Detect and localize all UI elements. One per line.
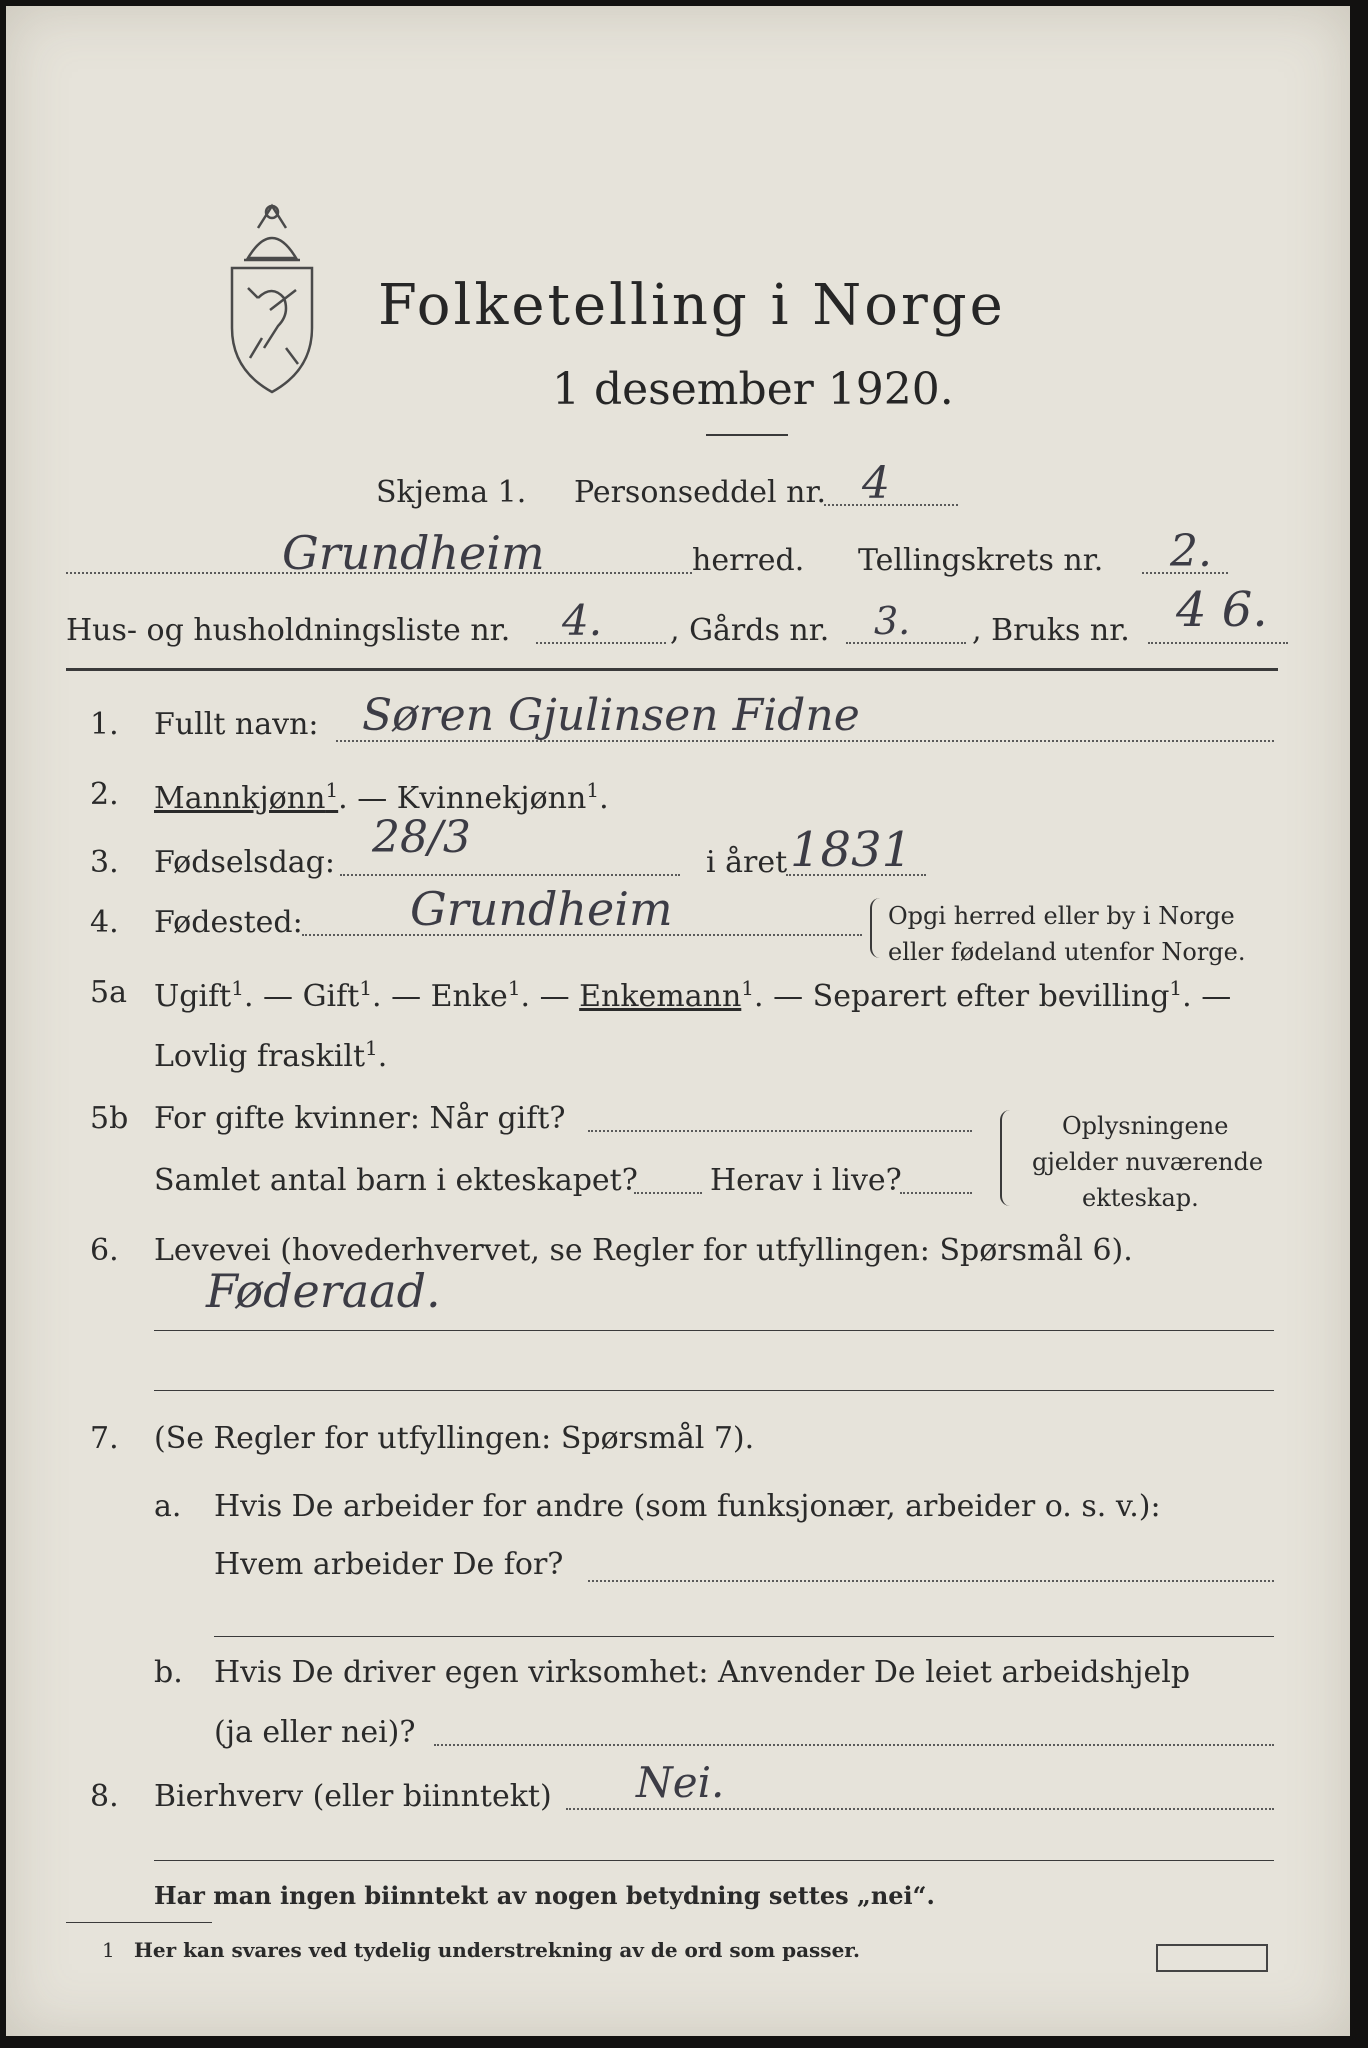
q5b-number: 5b xyxy=(90,1101,129,1136)
q4-note-line1: Opgi herred eller by i Norge xyxy=(888,902,1235,930)
q3-year-value[interactable]: 1831 xyxy=(790,822,913,878)
form-date: 1 desember 1920. xyxy=(552,364,954,415)
q6-line2 xyxy=(154,1390,1274,1391)
q7-number: 7. xyxy=(90,1421,119,1456)
footnote-text: Her kan svares ved tydelig understrekning av de ord som passer. xyxy=(134,1938,860,1962)
norway-coat-of-arms-icon xyxy=(218,198,326,398)
q8-value[interactable]: Nei. xyxy=(636,1758,725,1807)
q7a-label1: Hvis De arbeider for andre (som funksjonær, arbeider o. s. v.): xyxy=(214,1489,1161,1524)
tellingskrets-label: Tellingskrets nr. xyxy=(858,543,1104,578)
q7b-line xyxy=(434,1744,1274,1746)
q8-line xyxy=(566,1808,1274,1810)
q6-value[interactable]: Føderaad. xyxy=(206,1264,441,1318)
census-form-sheet xyxy=(6,6,1350,2036)
q4-value[interactable]: Grundheim xyxy=(410,882,673,936)
header-divider xyxy=(66,668,1278,671)
q5a-line2: Lovlig fraskilt$^1$. xyxy=(154,1036,388,1074)
q3-label: Fødselsdag: xyxy=(154,845,335,880)
q6-label: Levevei (hovederhvervet, se Regler for utfyllingen: Spørsmål 6). xyxy=(154,1233,1133,1268)
q8-number: 8. xyxy=(90,1779,119,1814)
q6-number: 6. xyxy=(90,1233,119,1268)
footer-divider xyxy=(66,1922,212,1923)
q8-line2 xyxy=(154,1860,1274,1861)
q1-value[interactable]: Søren Gjulinsen Fidne xyxy=(362,690,860,741)
q7a-number: a. xyxy=(154,1489,182,1524)
q4-note-brace xyxy=(870,898,880,958)
q7a-line2 xyxy=(214,1636,1274,1637)
q7a-label2: Hvem arbeider De for? xyxy=(214,1547,564,1582)
q5b-label2: Samlet antal barn i ekteskapet? xyxy=(154,1163,638,1198)
husliste-value[interactable]: 4. xyxy=(562,596,603,645)
q4-number: 4. xyxy=(90,905,119,940)
q7b-label1: Hvis De driver egen virksomhet: Anvender De leiet arbeidshjelp xyxy=(214,1655,1191,1690)
tellingskrets-value[interactable]: 2. xyxy=(1170,526,1212,577)
q3-year-label: i året xyxy=(706,845,788,880)
q5b-note1: Oplysningene xyxy=(1062,1112,1229,1140)
q5b-alive-line xyxy=(900,1192,972,1194)
schema-label: Skjema 1. xyxy=(376,475,527,510)
q5b-married-line xyxy=(588,1130,972,1132)
bruks-line xyxy=(1148,642,1288,644)
gards-value[interactable]: 3. xyxy=(874,599,911,643)
q5b-children-line xyxy=(634,1192,702,1194)
personseddel-label: Personseddel nr. xyxy=(574,475,827,510)
personseddel-line xyxy=(824,504,958,506)
footnote-mark: 1 xyxy=(102,1938,115,1962)
q2-options: Mannkjønn$^1$. — Kvinnekjønn$^1$. xyxy=(154,778,609,816)
q7a-line1 xyxy=(588,1580,1274,1582)
footer-note: Har man ingen biinntekt av nogen betydning settes „nei“. xyxy=(154,1881,935,1910)
q5b-note2: gjelder nuværende xyxy=(1032,1148,1264,1176)
q5b-note3: ekteskap. xyxy=(1082,1184,1199,1212)
herred-value[interactable]: Grundheim xyxy=(282,526,545,580)
q6-line1 xyxy=(154,1330,1274,1331)
q5a-number: 5a xyxy=(90,975,127,1010)
title-divider xyxy=(706,434,788,436)
q1-label: Fullt navn: xyxy=(154,707,319,742)
printer-stamp xyxy=(1156,1944,1268,1972)
herred-label: herred. xyxy=(692,543,805,578)
q5b-label3: Herav i live? xyxy=(710,1163,902,1198)
q3-line xyxy=(340,874,680,876)
form-title: Folketelling i Norge xyxy=(378,273,1006,338)
gards-label: , Gårds nr. xyxy=(670,613,830,648)
q5b-note-brace xyxy=(1000,1110,1010,1206)
personseddel-value[interactable]: 4 xyxy=(862,458,890,509)
q3-number: 3. xyxy=(90,845,119,880)
q5b-label1: For gifte kvinner: Når gift? xyxy=(154,1101,566,1136)
q5a-options: Ugift$^1$. — Gift$^1$. — Enke$^1$. — Enkemann$^1$. — Separert efter bevilling$^1$. — xyxy=(154,976,1232,1014)
q3-value[interactable]: 28/3 xyxy=(372,812,471,863)
q2-number: 2. xyxy=(90,777,119,812)
q4-note-line2: eller fødeland utenfor Norge. xyxy=(888,938,1246,966)
q7b-number: b. xyxy=(154,1655,183,1690)
bruks-label: , Bruks nr. xyxy=(972,613,1130,648)
q1-number: 1. xyxy=(90,707,119,742)
q2-female-option[interactable]: Kvinnekjønn$^1$ xyxy=(396,778,600,816)
husliste-label: Hus- og husholdningsliste nr. xyxy=(66,613,511,648)
bruks-value[interactable]: 4 6. xyxy=(1176,582,1268,638)
q4-label: Fødested: xyxy=(154,905,303,940)
q7-label: (Se Regler for utfyllingen: Spørsmål 7). xyxy=(154,1421,755,1456)
q5a-enkemann-option[interactable]: Enkemann xyxy=(579,979,742,1014)
q7b-label2: (ja eller nei)? xyxy=(214,1715,416,1750)
q2-male-option[interactable]: Mannkjønn$^1$ xyxy=(154,778,339,816)
q8-label: Bierhverv (eller biinntekt) xyxy=(154,1779,552,1814)
